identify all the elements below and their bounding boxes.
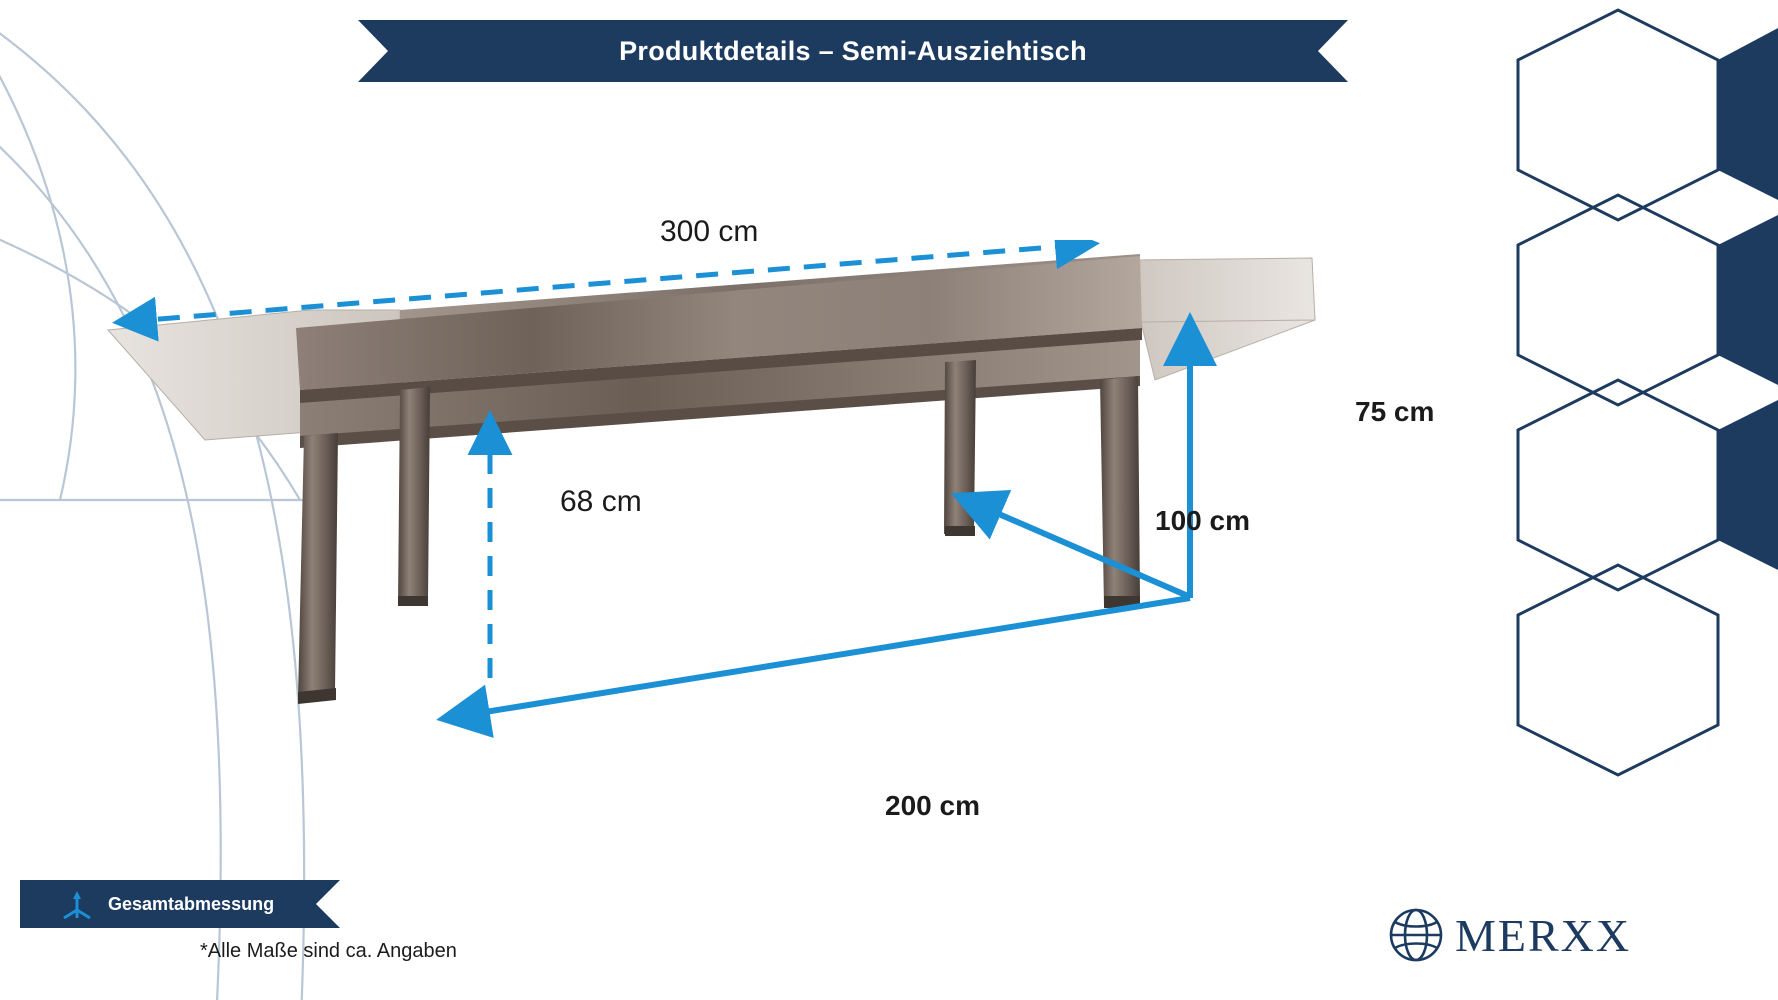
dimension-label-length-extended: 300 cm <box>660 215 759 248</box>
title-banner <box>358 20 1348 82</box>
dimension-label-length-closed: 200 cm <box>885 790 980 821</box>
hexagon-filled-1 <box>1718 28 1778 200</box>
brand-name: MERXX <box>1455 909 1632 961</box>
table-leg-front-left <box>298 433 338 698</box>
overall-dimension-badge <box>20 880 340 928</box>
dimension-label-width: 100 cm <box>1155 505 1250 536</box>
hexagon-decoration <box>1478 0 1778 900</box>
brand-logo <box>1385 900 1675 972</box>
hexagon-outline-2 <box>1518 195 1718 405</box>
hexagon-filled-2 <box>1718 215 1778 385</box>
hexagon-outline-1 <box>1518 10 1718 220</box>
hexagon-outline-4 <box>1518 565 1718 775</box>
page-title: Produktdetails – Semi-Ausziehtisch <box>619 35 1087 66</box>
table-illustration <box>100 240 1500 860</box>
dimension-label-apron-height: 68 cm <box>560 485 642 518</box>
badge-label: Gesamtabmessung <box>108 893 275 914</box>
table-leg-back-left <box>398 387 430 606</box>
footnote-text: *Alle Maße sind ca. Angaben <box>200 940 457 962</box>
dimension-label-table-height: 75 cm <box>1355 396 1435 427</box>
axes-icon <box>60 888 94 922</box>
hexagon-outline-3 <box>1518 380 1718 590</box>
dimension-line-200 <box>448 598 1190 718</box>
table-leg-back-right <box>944 360 976 534</box>
hexagon-filled-3 <box>1718 400 1778 570</box>
globe-icon <box>1385 904 1447 966</box>
